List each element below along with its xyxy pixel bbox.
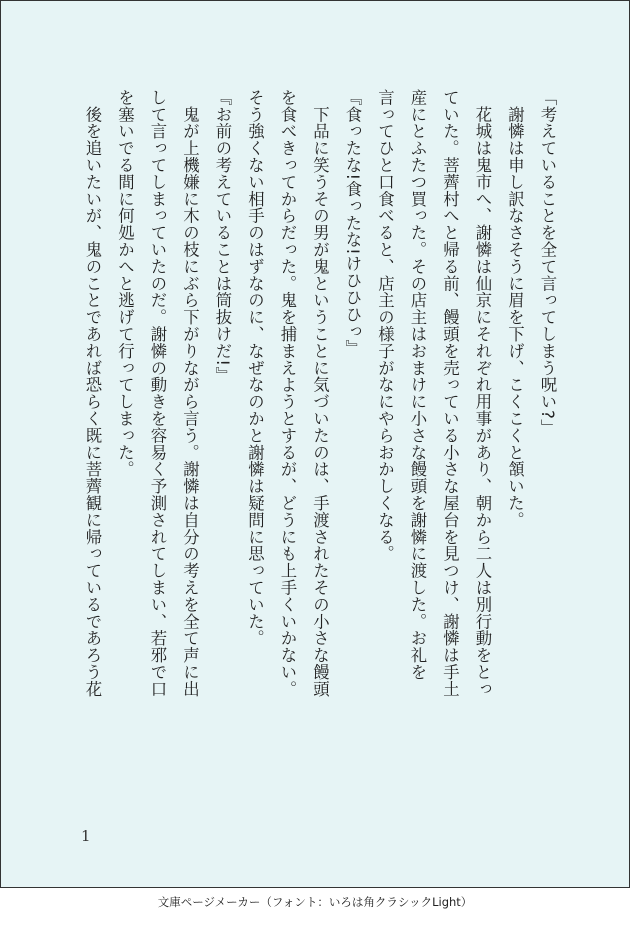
text-line: 産にとふたつ買った。その店主はおまけに小さな饅頭を謝憐に渡した。お礼を bbox=[408, 89, 427, 681]
text-line: 花城は鬼市へ、謝憐は仙京にそれぞれ用事があり、朝から二人は別行動をとっ bbox=[473, 89, 492, 698]
vertical-text-body bbox=[76, 89, 564, 809]
text-line: 『食ったな!食ったな!けひひひっ』 bbox=[343, 89, 362, 357]
page-number: 1 bbox=[81, 827, 91, 845]
text-line: を塞いでる間に何処かへと逃げて行ってしまった。 bbox=[115, 89, 135, 478]
text-line: 鬼が上機嫌に木の枝にぶら下がりながら言う。謝憐は自分の考えを全て声に出 bbox=[180, 89, 200, 698]
text-line: 後を追いたいが、鬼のことであれば恐らく既に菩薺観に帰っているであろう花 bbox=[83, 89, 102, 698]
text-line: を食べきってからだった。鬼を捕まえようとするが、どうにも上手くいかない。 bbox=[278, 89, 297, 698]
text-line: そう強くない相手のはずなのに、なぜなのかと謝憐は疑問に思っていた。 bbox=[245, 89, 265, 647]
text-line: ていた。菩薺村へと帰る前、饅頭を売っている小さな屋台を見つけ、謝憐は手土 bbox=[440, 89, 460, 698]
text-line: 言ってひと口食べると、店主の様子がなにやらおかしくなる。 bbox=[375, 89, 395, 563]
text-line: 下品に笑うその男が鬼ということに気づいたのは、手渡されたその小さな饅頭 bbox=[310, 89, 330, 698]
text-line: して言ってしまっていたのだ。謝憐の動きを容易く予測されてしまい、若邪で口 bbox=[148, 89, 167, 698]
text-line: 『お前の考えていることは筒抜けだ!』 bbox=[213, 89, 232, 384]
text-line: 「考えていることを全て言ってしまう呪い?」 bbox=[538, 89, 557, 437]
footer-credit: 文庫ページメーカー（フォント：いろは角クラシックLight） bbox=[157, 895, 473, 909]
text-line: 謝憐は申し訳なさそうに眉を下げ、こくこくと頷いた。 bbox=[505, 89, 525, 529]
